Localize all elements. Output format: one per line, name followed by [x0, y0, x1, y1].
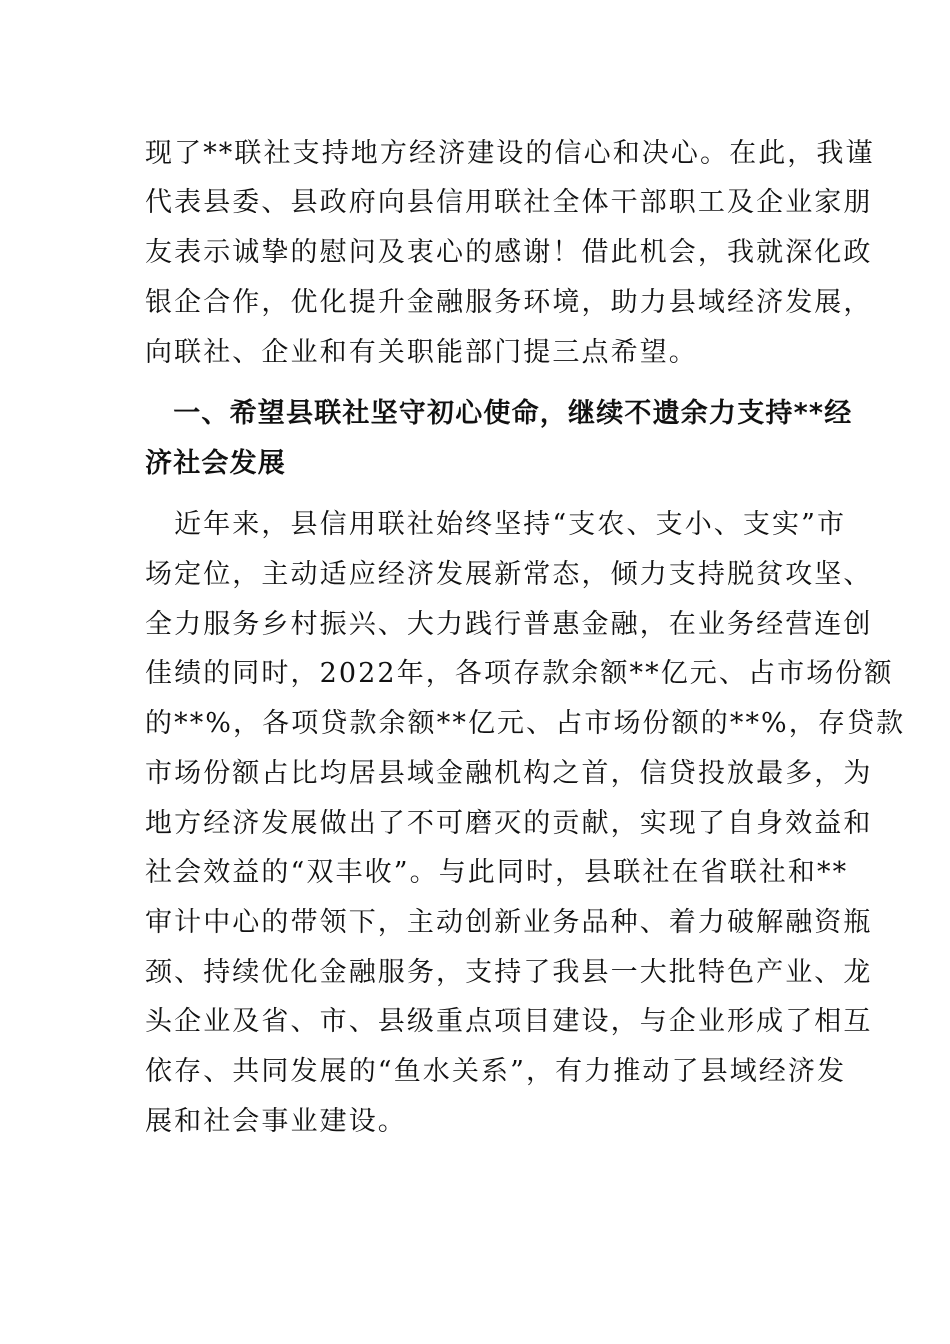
body-line-12: 依存、共同发展的“鱼水关系”，有力推动了县域经济发 — [145, 1056, 847, 1087]
body-line-13: 展和社会事业建设。 — [145, 1106, 407, 1137]
intro-line-3: 友表示诚挚的慰问及衷心的感谢！借此机会，我就深化政 — [145, 237, 873, 268]
body-line-11: 头企业及省、市、县级重点项目建设，与企业形成了相互 — [145, 1006, 873, 1037]
body-line-5: 的**%，各项贷款余额**亿元、占市场份额的**%，存贷款 — [145, 708, 906, 739]
body-line-10: 颈、持续优化金融服务，支持了我县一大批特色产业、龙 — [145, 957, 873, 988]
section-heading-line-2: 济社会发展 — [145, 448, 286, 479]
intro-line-4: 银企合作，优化提升金融服务环境，助力县域经济发展， — [145, 287, 873, 318]
intro-line-5: 向联社、企业和有关职能部门提三点希望。 — [145, 337, 698, 368]
section-heading-line-1: 一、希望县联社坚守初心使命，继续不遗余力支持**经 — [145, 398, 853, 429]
intro-line-1: 现了**联社支持地方经济建设的信心和决心。在此，我谨 — [145, 138, 875, 169]
body-line-4: 佳绩的同时，2022年，各项存款余额**亿元、占市场份额 — [145, 658, 894, 689]
body-line-8: 社会效益的“双丰收”。与此同时，县联社在省联社和** — [145, 857, 849, 888]
body-line-7: 地方经济发展做出了不可磨灭的贡献，实现了自身效益和 — [145, 808, 873, 839]
body-line-9: 审计中心的带领下，主动创新业务品种、着力破解融资瓶 — [145, 907, 873, 938]
body-line-2: 场定位，主动适应经济发展新常态，倾力支持脱贫攻坚、 — [145, 559, 873, 590]
intro-line-2: 代表县委、县政府向县信用联社全体干部职工及企业家朋 — [145, 187, 873, 218]
body-line-6: 市场份额占比均居县域金融机构之首，信贷投放最多，为 — [145, 758, 873, 789]
body-line-3: 全力服务乡村振兴、大力践行普惠金融，在业务经营连创 — [145, 609, 873, 640]
body-line-1: 近年来，县信用联社始终坚持“支农、支小、支实”市 — [145, 509, 847, 540]
